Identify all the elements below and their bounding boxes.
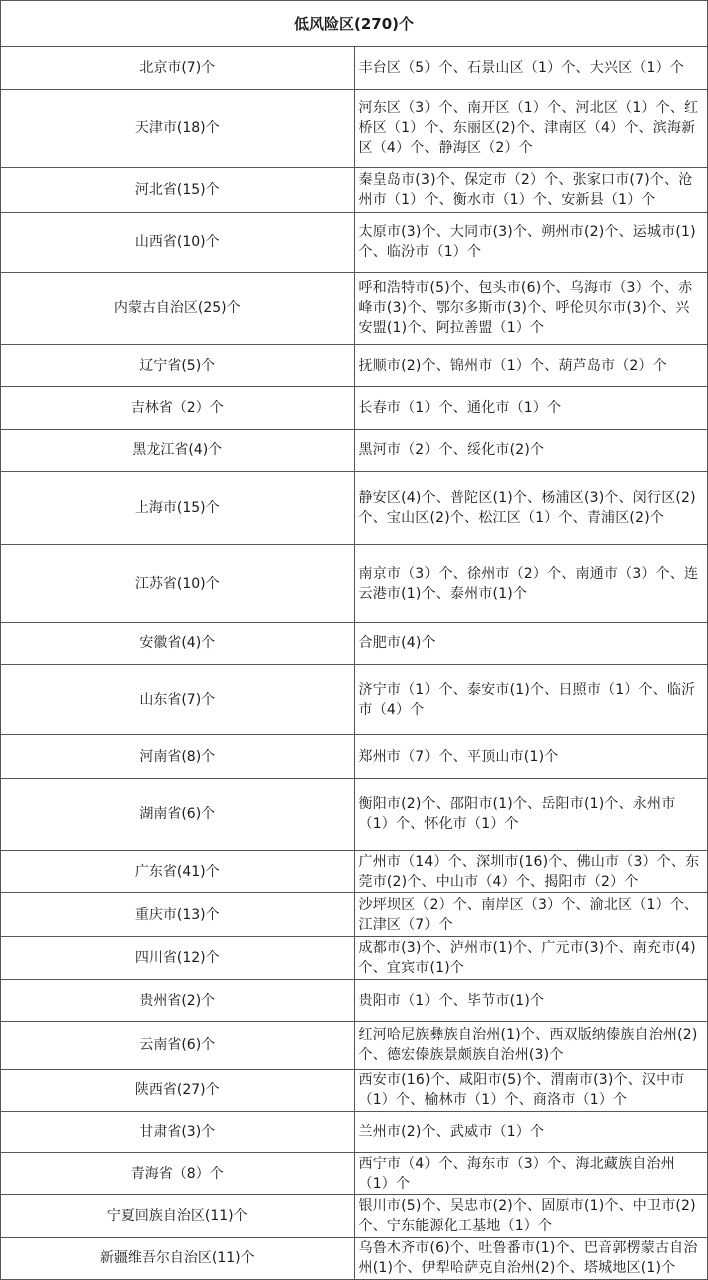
areas-cell: 呼和浩特市(5)个、包头市(6)个、乌海市（3）个、赤峰市(3)个、鄂尔多斯市(3)个、呼伦贝尔市(3)个、兴安盟(1)个、阿拉善盟（1）个	[354, 272, 708, 344]
areas-cell: 合肥市(4)个	[354, 622, 708, 664]
region-cell: 河南省(8)个	[1, 735, 355, 778]
table-title-row	[1, 1, 708, 47]
region-cell: 青海省（8）个	[1, 1153, 355, 1195]
table-row	[1, 272, 708, 344]
table-row	[1, 1153, 708, 1195]
areas-cell: 兰州市(2)个、武威市（1）个	[354, 1111, 708, 1152]
areas-cell: 静安区(4)个、普陀区(1)个、杨浦区(3)个、闵行区(2)个、宝山区(2)个、松江区（1）个、青浦区(2)个	[354, 471, 708, 544]
region-cell: 四川省(12)个	[1, 936, 355, 979]
region-cell: 内蒙古自治区(25)个	[1, 272, 355, 344]
region-cell: 辽宁省(5)个	[1, 345, 355, 387]
areas-cell: 长春市（1）个、通化市（1）个	[354, 387, 708, 429]
region-cell: 陕西省(27)个	[1, 1069, 355, 1111]
areas-cell: 南京市（3）个、徐州市（2）个、南通市（3）个、连云港市(1)个、泰州市(1)个	[354, 545, 708, 622]
areas-cell: 沙坪坝区（2）个、南岸区（3）个、渝北区（1）个、江津区（7）个	[354, 893, 708, 936]
table-row	[1, 936, 708, 979]
areas-cell: 衡阳市(2)个、邵阳市(1)个、岳阳市(1)个、永州市（1）个、怀化市（1）个	[354, 778, 708, 850]
table-row	[1, 979, 708, 1021]
table-title: 低风险区(270)个	[1, 1, 708, 47]
areas-cell: 秦皇岛市(3)个、保定市（2）个、张家口市(7)个、沧州市（1）个、衡水市（1）个、安新县（1）个	[354, 168, 708, 213]
region-cell: 贵州省(2)个	[1, 979, 355, 1021]
areas-cell: 成都市(3)个、泸州市(1)个、广元市(3)个、南充市(4)个、宜宾市(1)个	[354, 936, 708, 979]
areas-cell: 丰台区（5）个、石景山区（1）个、大兴区（1）个	[354, 47, 708, 89]
areas-cell: 河东区（3）个、南开区（1）个、河北区（1）个、红桥区（1）个、东丽区(2)个、津南区（4）个、滨海新区（4）个、静海区（2）个	[354, 89, 708, 167]
table-row	[1, 735, 708, 778]
region-cell: 山东省(7)个	[1, 665, 355, 735]
region-cell: 北京市(7)个	[1, 47, 355, 89]
region-cell: 山西省(10)个	[1, 213, 355, 272]
areas-cell: 济宁市（1）个、泰安市(1)个、日照市（1）个、临沂市（4）个	[354, 665, 708, 735]
table-row	[1, 471, 708, 544]
region-cell: 新疆维吾尔自治区(11)个	[1, 1237, 355, 1279]
areas-cell: 广州市（14）个、深圳市(16)个、佛山市（3）个、东莞市(2)个、中山市（4）个、揭阳市（2）个	[354, 851, 708, 893]
table-row	[1, 1195, 708, 1237]
table-row	[1, 1237, 708, 1279]
region-cell: 安徽省(4)个	[1, 622, 355, 664]
table-row	[1, 168, 708, 213]
region-cell: 上海市(15)个	[1, 471, 355, 544]
areas-cell: 乌鲁木齐市(6)个、吐鲁番市(1)个、巴音郭楞蒙古自治州(1)个、伊犁哈萨克自治州(2)个、塔城地区(1)个	[354, 1237, 708, 1279]
areas-cell: 银川市(5)个、吴忠市(2)个、固原市(1)个、中卫市(2)个、宁东能源化工基地（1）个	[354, 1195, 708, 1237]
region-cell: 甘肃省(3)个	[1, 1111, 355, 1152]
region-cell: 云南省(6)个	[1, 1022, 355, 1069]
table-row	[1, 387, 708, 429]
region-cell: 广东省(41)个	[1, 851, 355, 893]
table-row	[1, 47, 708, 89]
table-row	[1, 851, 708, 893]
table-row	[1, 1111, 708, 1152]
table-row	[1, 622, 708, 664]
region-cell: 吉林省（2）个	[1, 387, 355, 429]
areas-cell: 郑州市（7）个、平顶山市(1)个	[354, 735, 708, 778]
table-row	[1, 545, 708, 622]
region-cell: 重庆市(13)个	[1, 893, 355, 936]
region-cell: 江苏省(10)个	[1, 545, 355, 622]
region-cell: 天津市(18)个	[1, 89, 355, 167]
table-row	[1, 893, 708, 936]
table-row	[1, 665, 708, 735]
region-cell: 湖南省(6)个	[1, 778, 355, 850]
areas-cell: 西宁市（4）个、海东市（3）个、海北藏族自治州（1）个	[354, 1153, 708, 1195]
region-cell: 宁夏回族自治区(11)个	[1, 1195, 355, 1237]
areas-cell: 贵阳市（1）个、毕节市(1)个	[354, 979, 708, 1021]
region-cell: 河北省(15)个	[1, 168, 355, 213]
table-row	[1, 778, 708, 850]
table-row	[1, 345, 708, 387]
region-cell: 黑龙江省(4)个	[1, 429, 355, 471]
table-row	[1, 89, 708, 167]
areas-cell: 太原市(3)个、大同市(3)个、朔州市(2)个、运城市(1)个、临汾市（1）个	[354, 213, 708, 272]
table-row	[1, 1022, 708, 1069]
areas-cell: 红河哈尼族彝族自治州(1)个、西双版纳傣族自治州(2)个、德宏傣族景颇族自治州(3)个	[354, 1022, 708, 1069]
table-row	[1, 213, 708, 272]
table-row	[1, 429, 708, 471]
table-row	[1, 1069, 708, 1111]
areas-cell: 黑河市（2）个、绥化市(2)个	[354, 429, 708, 471]
areas-cell: 西安市(16)个、咸阳市(5)个、渭南市(3)个、汉中市（1）个、榆林市（1）个、商洛市（1）个	[354, 1069, 708, 1111]
areas-cell: 抚顺市(2)个、锦州市（1）个、葫芦岛市（2）个	[354, 345, 708, 387]
